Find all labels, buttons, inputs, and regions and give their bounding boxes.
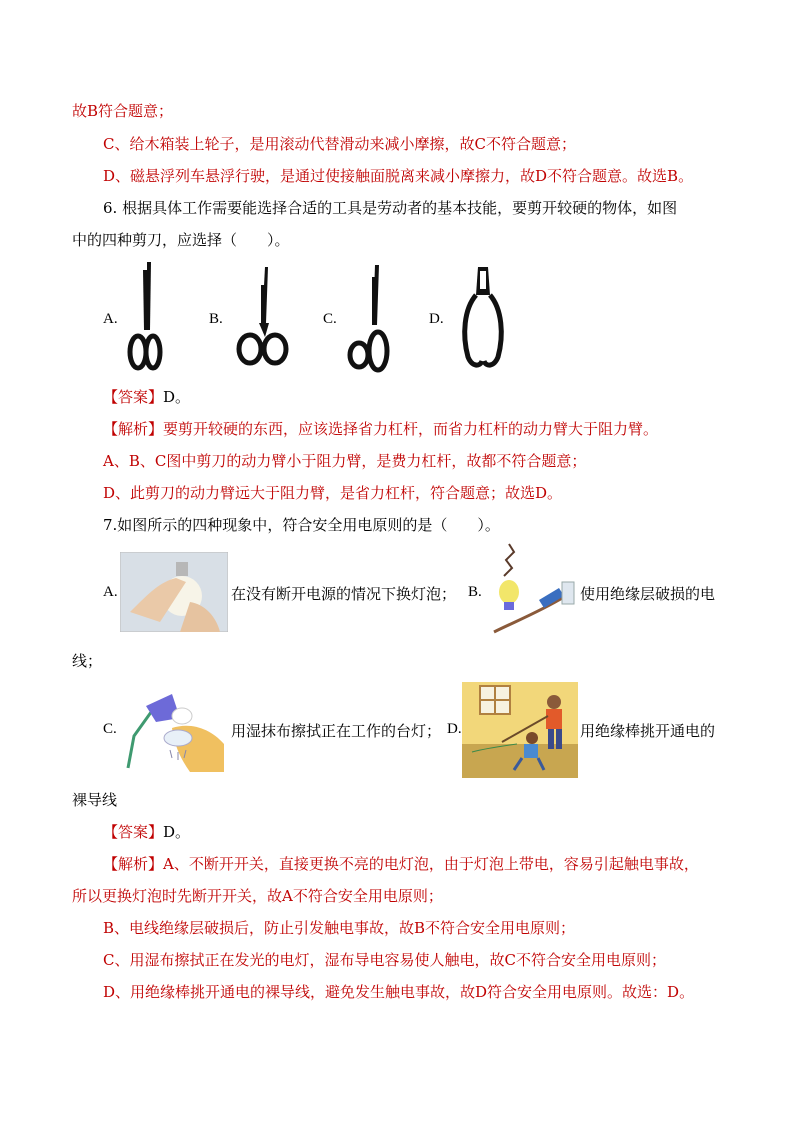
damaged-wire-image <box>484 542 577 642</box>
changing-bulb-image <box>120 552 228 632</box>
explanation-7 <box>103 854 699 874</box>
option-c-text: 用湿抹布擦拭正在工作的台灯； <box>231 722 442 740</box>
explanation-line: D、用绝缘棒挑开通电的裸导线，避免发生触电事故，故D符合安全用电原则。故选：D。 <box>103 983 695 1001</box>
explanation-line: D、此剪刀的动力臂远大于阻力臂，是省力杠杆，符合题意；故选D。 <box>103 484 563 502</box>
answer-value: D。 <box>163 388 191 406</box>
answer-7 <box>103 822 190 842</box>
scissors-b-icon <box>235 265 291 369</box>
text-line: D、磁悬浮列车悬浮行驶，是通过使接触面脱离来减小摩擦力，故D不符合题意。故选B。 <box>103 167 694 185</box>
option-a-label: A. <box>103 311 118 327</box>
option-c-label: C. <box>103 721 117 737</box>
explanation-line: 所以更换灯泡时先断开开关，故A不符合安全用电原则； <box>72 887 443 905</box>
option-c-label: C. <box>323 311 337 327</box>
scissors-c-icon <box>345 263 393 373</box>
explanation-text: 要剪开较硬的东西，应该选择省力杠杆，而省力杠杆的动力臂大于阻力臂。 <box>163 420 659 438</box>
option-d-label: D. <box>447 721 462 737</box>
explanation-6 <box>103 419 658 439</box>
option-d-text-continued: 裸导线 <box>72 791 118 809</box>
insulated-rod-image <box>462 682 578 778</box>
option-d-text: 用绝缘棒挑开通电的 <box>580 722 716 740</box>
explanation-line: C、用湿布擦拭正在发光的电灯，湿布导电容易使人触电，故C不符合安全用电原则； <box>103 951 666 969</box>
explanation-tag: 【解析】 <box>103 420 164 438</box>
option-d-label: D. <box>429 311 444 327</box>
option-b-text-continued: 线； <box>72 652 103 670</box>
explanation-line: B、电线绝缘层破损后，防止引发触电事故，故B不符合安全用电原则； <box>103 919 576 937</box>
scissors-a-icon <box>125 260 165 372</box>
option-b-text: 使用绝缘层破损的电 <box>580 585 716 603</box>
wiping-lamp-image <box>120 688 230 772</box>
question-6-line-1: 6. 根据具体工作需要能选择合适的工具是劳动者的基本技能，要剪开较硬的物体，如图 <box>103 199 678 217</box>
explanation-line: A、B、C图中剪刀的动力臂小于阻力臂，是费力杠杆，故都不符合题意； <box>103 452 587 470</box>
text-line: C、给木箱装上轮子，是用滚动代替滑动来减小摩擦，故C不符合题意； <box>103 135 576 153</box>
option-a-text: 在没有断开电源的情况下换灯泡； <box>231 585 457 603</box>
text-line: 故B符合题意； <box>72 102 174 120</box>
option-b-label: B. <box>468 584 482 600</box>
explanation-tag: 【解析】 <box>103 855 164 873</box>
answer-value: D。 <box>163 823 191 841</box>
option-b-label: B. <box>209 311 223 327</box>
explanation-text: A、不断开开关，直接更换不亮的电灯泡，由于灯泡上带电，容易引起触电事故， <box>163 855 699 873</box>
pliers-d-icon <box>458 265 508 371</box>
answer-tag: 【答案】 <box>103 388 164 406</box>
answer-6 <box>103 387 190 407</box>
question-7: 7.如图所示的四种现象中，符合安全用电原则的是（ ）。 <box>103 516 500 534</box>
answer-tag: 【答案】 <box>103 823 164 841</box>
option-a-label: A. <box>103 584 118 600</box>
question-6-line-2: 中的四种剪刀，应选择（ ）。 <box>72 231 290 249</box>
